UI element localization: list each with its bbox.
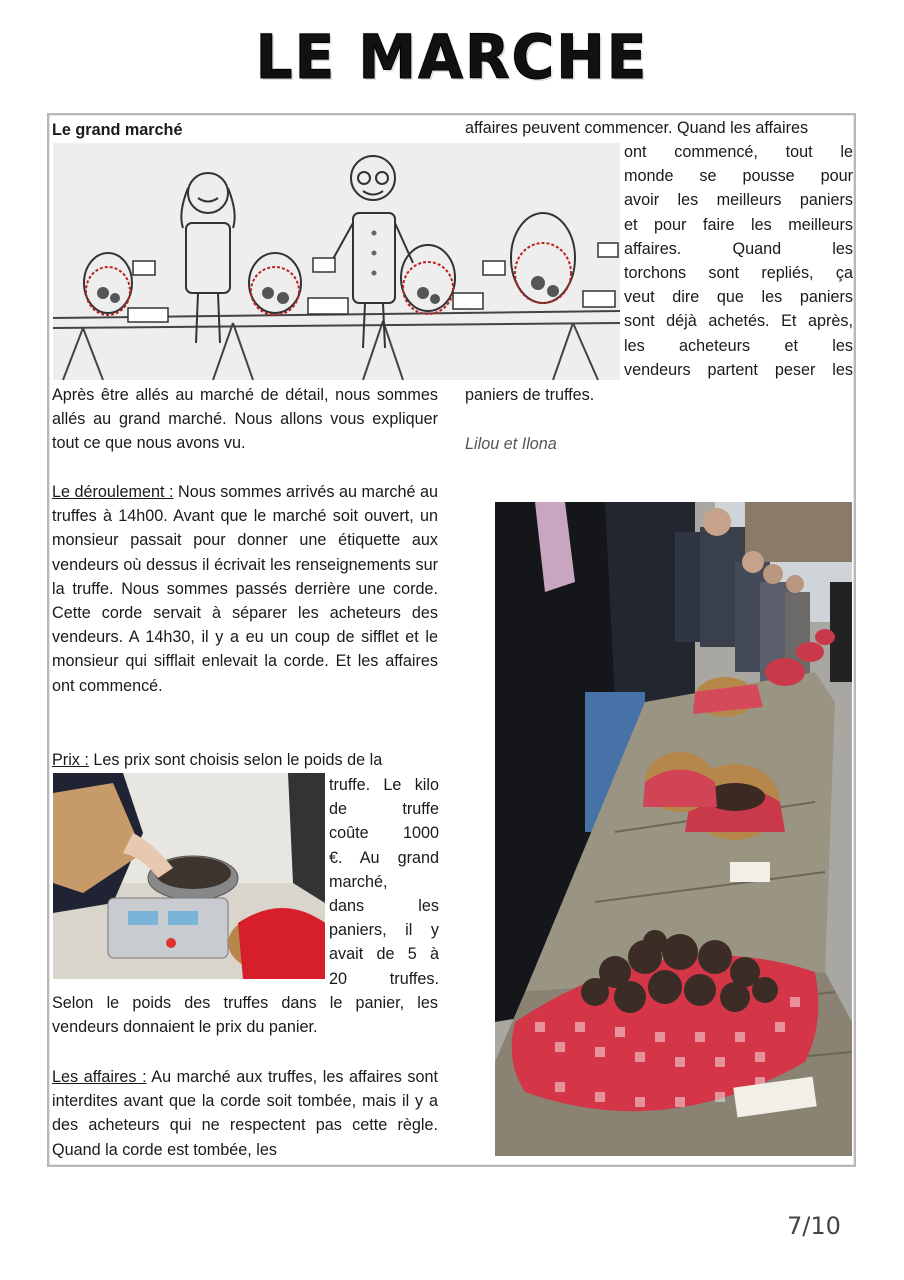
truffle-scale-photo xyxy=(53,773,325,979)
continuation-first-line: affaires peuvent commencer. Quand les affaires xyxy=(465,119,809,137)
continuation-line: affaires. Quand les xyxy=(624,239,853,258)
section-prix-first-line xyxy=(52,748,438,772)
prix-line: €. Au grand xyxy=(329,848,439,867)
prix-line: avait de 5 à xyxy=(329,945,439,964)
prix-line: paniers, il y xyxy=(329,921,439,940)
continuation-line: vendeurs partent peser les xyxy=(624,360,853,379)
continuation-line: les acheteurs et les xyxy=(624,336,853,355)
section-deroulement xyxy=(52,480,438,698)
continuation-line: et pour faire les meilleurs xyxy=(624,215,853,234)
prix-line: de truffe xyxy=(329,800,439,819)
continuation-wrap xyxy=(624,140,853,382)
section-label: Les affaires : xyxy=(52,1068,147,1086)
children-drawing-image xyxy=(53,143,620,380)
section-prix-after: Selon le poids des truffes dans le panier, les vendeurs donnaient le prix du panier. xyxy=(52,994,438,1037)
truffle-market-photo xyxy=(495,502,852,1156)
section-affaires xyxy=(52,1065,438,1162)
prix-line: 20 truffes. xyxy=(329,969,439,988)
continuation-line: monde se pousse pour xyxy=(624,167,853,186)
continuation-line: sont déjà achetés. Et après, xyxy=(624,312,853,331)
continuation-line: ont commencé, tout le xyxy=(624,143,853,161)
continuation-line: avoir les meilleurs paniers xyxy=(624,191,853,210)
section-prix-wrap xyxy=(329,773,439,991)
continuation-line: veut dire que les paniers xyxy=(624,288,853,307)
section-label: Le déroulement : xyxy=(52,483,174,501)
section-label: Prix : xyxy=(52,751,89,769)
prix-line: dans les xyxy=(329,897,439,916)
section-text: Au marché aux truffes, les affaires sont interdites avant que la corde soit tombée, mais il y a des acheteurs qui ne respectent pas cette règle. Quand la corde est tombée, les xyxy=(52,1068,438,1159)
continuation-line: torchons sont repliés, ça xyxy=(624,264,853,283)
prix-line: coûte 1000 xyxy=(329,824,439,843)
section-text: Nous sommes arrivés au marché au truffes à 14h00. Avant que le marché soit ouvert, un monsieur passait pour donner une étiquette aux vendeurs où dessus il écrivait les renseignements sur la truffe. Nous sommes passés derrière une corde. Cette corde servait à séparer les acheteurs des vendeurs. A 14h30, il y a eu un coup de sifflet et le monsieur qui sifflait enlevait la corde. Et les affaires ont commencé. xyxy=(52,483,438,695)
prix-line: marché, xyxy=(329,872,388,891)
article-authors: Lilou et Ilona xyxy=(465,435,557,453)
continuation-last-line: paniers de truffes. xyxy=(465,386,595,404)
page-number: 7/10 xyxy=(787,1212,841,1240)
page-title: LE MARCHE xyxy=(255,21,649,93)
intro-paragraph: Après être allés au marché de détail, nous sommes allés au grand marché. Nous allons vous expliquer tout ce que nous avons vu. xyxy=(52,386,438,453)
article-heading: Le grand marché xyxy=(52,121,183,139)
prix-line: truffe. Le kilo xyxy=(329,776,439,794)
section-text: Les prix sont choisis selon le poids de la xyxy=(88,751,383,769)
